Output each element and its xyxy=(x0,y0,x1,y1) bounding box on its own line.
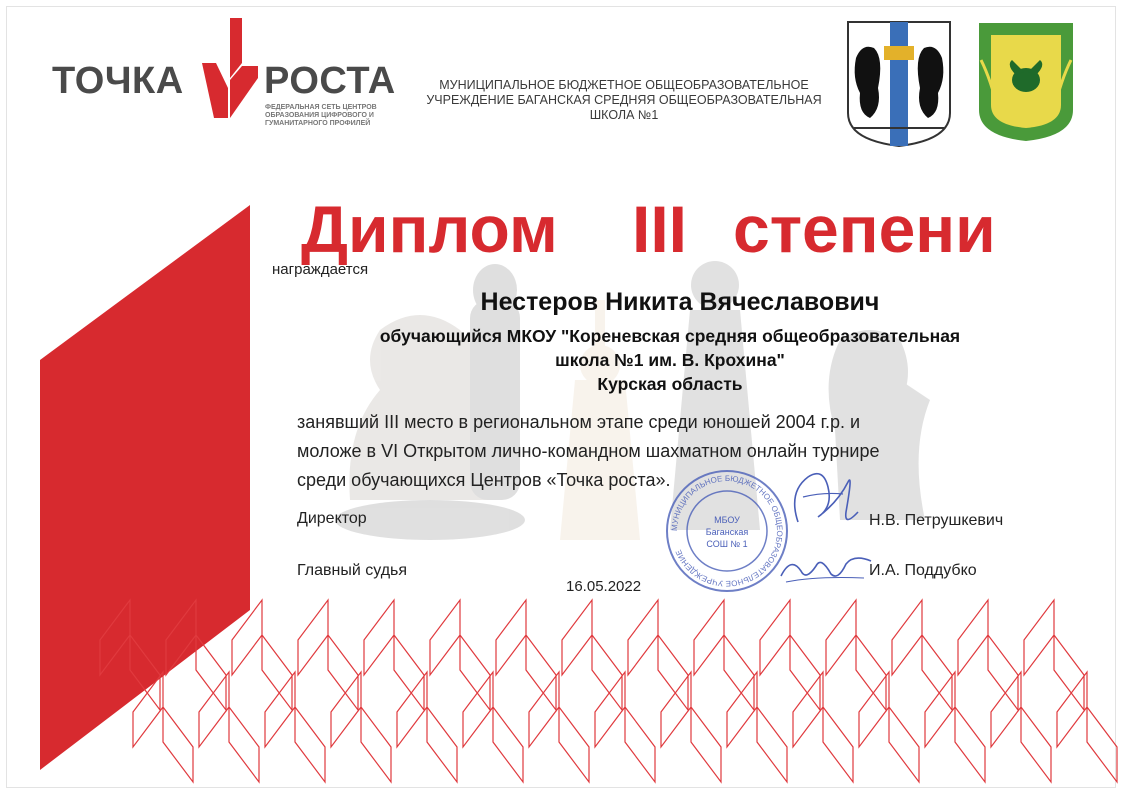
chevron-shape xyxy=(760,600,820,710)
district-coat-of-arms-icon xyxy=(976,20,1076,144)
director-signature-icon xyxy=(778,462,868,542)
recipient-organization xyxy=(300,324,1040,396)
logo-word-right: РОСТА xyxy=(264,60,396,102)
chevron-shape xyxy=(859,672,919,782)
stamp-ring-text: МУНИЦИПАЛЬНОЕ БЮДЖЕТНОЕ ОБЩЕОБРАЗОВАТЕЛЬНОЕ УЧРЕЖДЕНИЕ xyxy=(669,473,785,589)
chevron-shape xyxy=(628,600,688,710)
director-name: Н.В. Петрушкевич xyxy=(869,512,1004,529)
chevron-shape xyxy=(958,600,1018,710)
achievement-line1: занявший III место в региональном этапе среди юношей 2004 г.р. и xyxy=(297,412,861,432)
issue-date: 16.05.2022 xyxy=(566,578,642,595)
chevron-shape xyxy=(826,600,886,710)
chevron-shape xyxy=(892,600,952,710)
stamp-line1: МБОУ xyxy=(714,515,740,525)
chevron-shape xyxy=(496,600,556,710)
chevron-shape xyxy=(529,672,589,782)
chevron-shape xyxy=(331,672,391,782)
school-header-line3: ШКОЛА №1 xyxy=(589,108,659,122)
chevron-shape xyxy=(727,672,787,782)
chevron-shape xyxy=(1024,600,1084,710)
judge-signature-icon xyxy=(776,546,876,590)
achievement-line3: среди обучающихся Центров «Точка роста». xyxy=(297,470,671,490)
school-header-line1: МУНИЦИПАЛЬНОЕ БЮДЖЕТНОЕ ОБЩЕОБРАЗОВАТЕЛЬНОЕ xyxy=(439,78,809,92)
achievement-line2: моложе в VI Открытом лично-командном шахматном онлайн турнире xyxy=(297,441,880,461)
school-header xyxy=(412,78,836,123)
chevron-shape xyxy=(364,600,424,710)
recipient-name: Нестеров Никита Вячеславович xyxy=(480,288,880,316)
chevron-shape xyxy=(793,672,853,782)
logo-subtitle: ФЕДЕРАЛЬНАЯ СЕТЬ ЦЕНТРОВ ОБРАЗОВАНИЯ ЦИФРОВОГО И ГУМАНИТАРНОГО ПРОФИЛЕЙ xyxy=(265,104,377,127)
diploma-title-degree: III xyxy=(632,192,688,266)
recipient-org-line1: обучающийся МКОУ "Кореневская средняя общеобразовательная xyxy=(379,326,961,346)
chevron-shape xyxy=(463,672,523,782)
regional-coat-of-arms-icon xyxy=(844,18,954,148)
judge-name: И.А. Поддубко xyxy=(869,562,977,579)
stamp-line2: Баганская xyxy=(705,527,749,537)
chevron-shape xyxy=(925,672,985,782)
chevron-shape xyxy=(1057,672,1117,782)
director-label: Директор xyxy=(297,510,367,527)
stamp-line3: СОШ № 1 xyxy=(706,539,748,549)
recipient-org-line2: школа №1 им. В. Крохина" xyxy=(555,350,785,370)
awarded-label: награждается xyxy=(272,261,369,278)
school-header-line2: УЧРЕЖДЕНИЕ БАГАНСКАЯ СРЕДНЯЯ ОБЩЕОБРАЗОВАТЕЛЬНАЯ xyxy=(426,93,822,107)
logo-mark-icon xyxy=(200,18,260,126)
judge-label: Главный судья xyxy=(297,562,408,579)
chevron-shape xyxy=(199,672,259,782)
school-stamp xyxy=(664,468,790,594)
chevron-shape xyxy=(397,672,457,782)
chevron-shape xyxy=(562,600,622,710)
diploma-title-word1: Диплом xyxy=(301,192,558,266)
chevron-shape xyxy=(694,600,754,710)
logo-word-left: ТОЧКА xyxy=(52,60,184,102)
recipient-region: Курская область xyxy=(597,374,743,394)
chevron-shape xyxy=(595,672,655,782)
chevron-shape xyxy=(298,600,358,710)
chevron-shape xyxy=(430,600,490,710)
chevron-shape xyxy=(265,672,325,782)
chevron-pattern xyxy=(100,600,1117,782)
chevron-shape xyxy=(661,672,721,782)
chevron-shape xyxy=(991,672,1051,782)
diploma-title-word2: степени xyxy=(733,192,996,266)
